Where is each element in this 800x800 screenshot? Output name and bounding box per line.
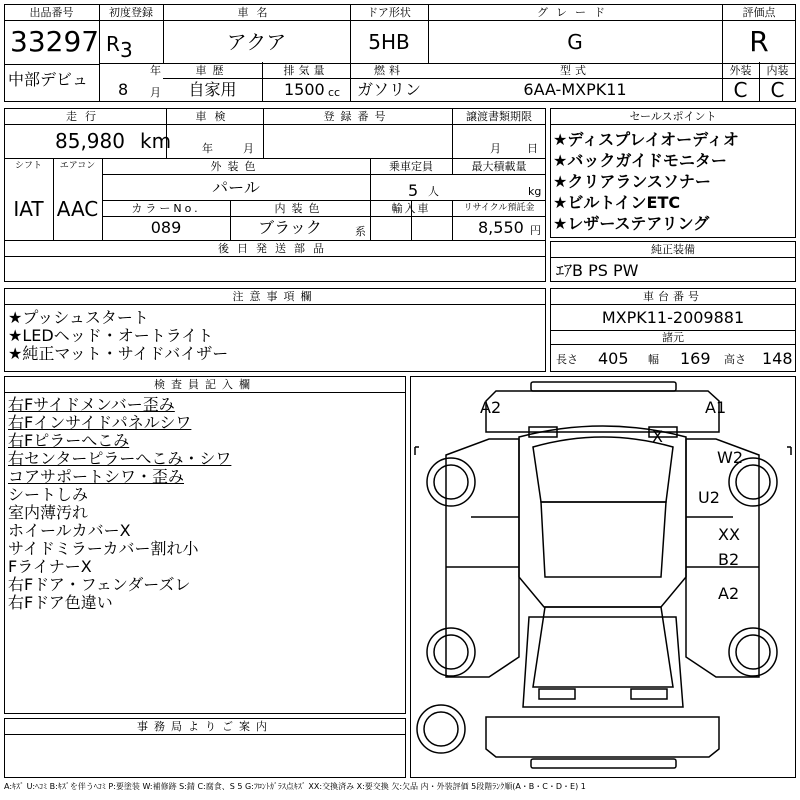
mark-u2: U2 xyxy=(698,488,720,507)
inspector-item: 右センターピラーへこみ・シワ xyxy=(8,449,232,468)
chassis-label: 車台番号 xyxy=(643,290,703,303)
later-parts-label: 後日発送部品 xyxy=(218,242,332,255)
grade-label: グレード xyxy=(537,6,613,19)
inspector-item: コアサポートシワ・歪み xyxy=(8,467,185,486)
equipment-label: 純正装備 xyxy=(651,243,695,256)
inspector-item: 室内薄汚れ xyxy=(8,503,89,522)
model-code-label: 型式 xyxy=(560,64,590,77)
debut-label: 中部デビュ xyxy=(8,70,89,89)
reg-no-label: 登録番号 xyxy=(323,110,392,123)
inspector-item: シートしみ xyxy=(8,485,89,504)
transfer-day-unit: 日 xyxy=(527,142,538,155)
inspector-item: 右Fドア色違い xyxy=(8,593,113,612)
lot-number: 33297 xyxy=(10,25,100,58)
capacity-value: 5 xyxy=(408,181,419,200)
fuel-value: ガソリン xyxy=(356,80,421,99)
taillight-right xyxy=(631,689,667,699)
mark-a1-front-right: A1 xyxy=(705,398,727,417)
height-value: 148 xyxy=(762,349,793,368)
chassis-number: MXPK11-2009881 xyxy=(601,308,745,327)
right-mirror xyxy=(787,447,791,455)
ext-color-value: パール xyxy=(212,178,260,197)
interior-label: 内装 xyxy=(766,64,789,77)
recycle-unit: 円 xyxy=(530,224,541,237)
left-mirror xyxy=(415,447,419,455)
displacement-label: 排気量 xyxy=(283,64,329,77)
year-unit: 年 xyxy=(150,64,161,77)
exterior-grade: C xyxy=(733,78,748,102)
int-color-value: ブラック xyxy=(258,218,322,237)
capacity-label: 乗車定員 xyxy=(389,160,433,173)
wheel-front-left-inner xyxy=(434,465,468,499)
inspector-item: 右Fサイドメンバー歪み xyxy=(8,395,175,414)
color-no-label: カラーNo. xyxy=(131,202,201,215)
int-color-unit: 系 xyxy=(355,225,366,238)
mark-w2: W2 xyxy=(717,448,743,467)
aircon-value: AAC xyxy=(56,197,99,221)
door-type-label: ドア形状 xyxy=(367,6,411,19)
transfer-month-unit: 月 xyxy=(490,142,501,155)
reg-era: R xyxy=(106,32,120,56)
shift-label: シフト xyxy=(14,161,42,171)
grade-value: G xyxy=(567,30,583,54)
rear-deck xyxy=(523,617,683,707)
mileage-value: 85,980 xyxy=(55,129,125,153)
reg-year: 3 xyxy=(120,38,133,62)
legend-text: A:ｷｽﾞ U:ﾍｺﾐ B:ｷｽﾞを伴うﾍｺﾐ P:要塗装 W:補修跡 S:錆 C:腐食、S 5 G:ﾌﾛﾝﾄｶﾞﾗｽ点ｷｽﾞ XX:交換済み X:要交換 欠:欠品 内・外装評価 5段階ﾗﾝｸ順(A・B・C・D・E) 1 xyxy=(4,782,586,791)
mark-b2: B2 xyxy=(718,550,740,569)
width-label: 幅 xyxy=(648,353,659,366)
import-label: 輸入車 xyxy=(391,202,431,215)
inspector-item: 右Fインサイドパネルシワ xyxy=(8,413,192,432)
recycle-fee: 8,550 xyxy=(478,218,524,237)
displacement-unit: cc xyxy=(328,86,341,99)
roof xyxy=(541,502,666,577)
wheel-rear-left-inner xyxy=(434,635,468,669)
office-label: 事務局よりご案内 xyxy=(137,720,273,733)
rear-view-outline xyxy=(486,717,719,757)
center-body xyxy=(519,426,686,607)
car-name-label: 車名 xyxy=(237,6,276,19)
note-item: ★純正マット・サイドバイザー xyxy=(8,344,229,363)
history-value: 自家用 xyxy=(188,80,237,99)
sales-points-list xyxy=(553,129,739,234)
history-label: 車歴 xyxy=(195,64,230,77)
inspector-item: サイドミラーカバー割れ小 xyxy=(8,539,199,558)
length-label: 長さ xyxy=(556,353,578,366)
inspector-item: 右Fピラーへこみ xyxy=(8,431,130,450)
score-label: 評価点 xyxy=(742,6,776,19)
displacement-value: 1500 xyxy=(284,80,325,99)
taillight-left xyxy=(539,689,575,699)
front-bumper xyxy=(531,382,676,391)
equipment-value: ｴｱB PS PW xyxy=(556,261,639,280)
exterior-label: 外装 xyxy=(729,64,752,77)
note-item: ★LEDヘッド・オートライト xyxy=(8,326,214,345)
sales-points-label: セールスポイント xyxy=(629,110,717,123)
aircon-label: エアコン xyxy=(59,161,96,171)
sales-point-item: ★バックガイドモニター xyxy=(553,151,727,170)
spec-label: 諸元 xyxy=(662,331,684,344)
length-value: 405 xyxy=(598,349,629,368)
wheel-rear-right-inner xyxy=(736,635,770,669)
inspector-item: 右Fドア・フェンダーズレ xyxy=(8,575,191,594)
inspection-label: 車検 xyxy=(195,110,234,123)
reg-month: 8 xyxy=(118,80,129,99)
car-diagram xyxy=(411,377,795,777)
fuel-label: 燃料 xyxy=(374,64,404,77)
spare-wheel-inner xyxy=(424,712,458,746)
sales-point-item: ★クリアランスソナー xyxy=(553,172,711,191)
notes-label: 注意事項欄 xyxy=(232,290,318,303)
inspector-label: 検査員記入欄 xyxy=(154,378,256,391)
left-side-panel xyxy=(446,439,519,677)
windshield xyxy=(533,437,673,502)
mark-a2-rear-right: A2 xyxy=(718,584,740,603)
inspector-item: FライナーX xyxy=(8,557,92,576)
car-name: アクア xyxy=(226,30,287,54)
trunk xyxy=(533,607,673,687)
inspector-item: ホイールカバーX xyxy=(8,521,131,540)
inspector-list xyxy=(8,396,231,612)
transfer-deadline-label: 譲渡書類期限 xyxy=(466,110,532,123)
door-type: 5HB xyxy=(368,30,410,54)
rear-bumper xyxy=(531,759,676,768)
inspection-month-unit: 月 xyxy=(243,142,254,155)
notes-list xyxy=(8,309,228,363)
sales-point-item: ★レザーステアリング xyxy=(553,214,710,233)
month-unit: 月 xyxy=(150,86,161,99)
note-item: ★プッシュスタート xyxy=(8,308,149,327)
mark-xx: XX xyxy=(718,525,740,544)
int-color-label: 内装色 xyxy=(274,202,326,215)
max-load-label: 最大積載量 xyxy=(471,160,527,173)
model-code: 6AA-MXPK11 xyxy=(523,80,627,99)
load-unit: kg xyxy=(528,185,542,198)
wheel-front-right-inner xyxy=(736,465,770,499)
mileage-unit: km xyxy=(140,129,172,153)
sales-point-item: ★ビルトインETC xyxy=(553,193,681,212)
shift-value: IAT xyxy=(13,197,44,221)
capacity-unit: 人 xyxy=(428,185,439,198)
color-no-value: 089 xyxy=(150,218,182,237)
inspection-year-unit: 年 xyxy=(202,142,213,155)
lot-number-label: 出品番号 xyxy=(29,6,74,19)
recycle-label: リサイクル預託金 xyxy=(463,203,535,213)
sales-point-item: ★ディスプレイオーディオ xyxy=(553,130,739,149)
height-label: 高さ xyxy=(724,353,746,366)
mark-a2-front-left: A2 xyxy=(480,398,502,417)
interior-grade: C xyxy=(770,78,785,102)
score-value: R xyxy=(749,25,769,58)
ext-color-label: 外装色 xyxy=(210,160,262,173)
mark-x-windshield: X xyxy=(652,427,663,446)
width-value: 169 xyxy=(680,349,711,368)
mileage-label: 走行 xyxy=(66,110,104,123)
first-reg-label: 初度登録 xyxy=(109,6,153,19)
